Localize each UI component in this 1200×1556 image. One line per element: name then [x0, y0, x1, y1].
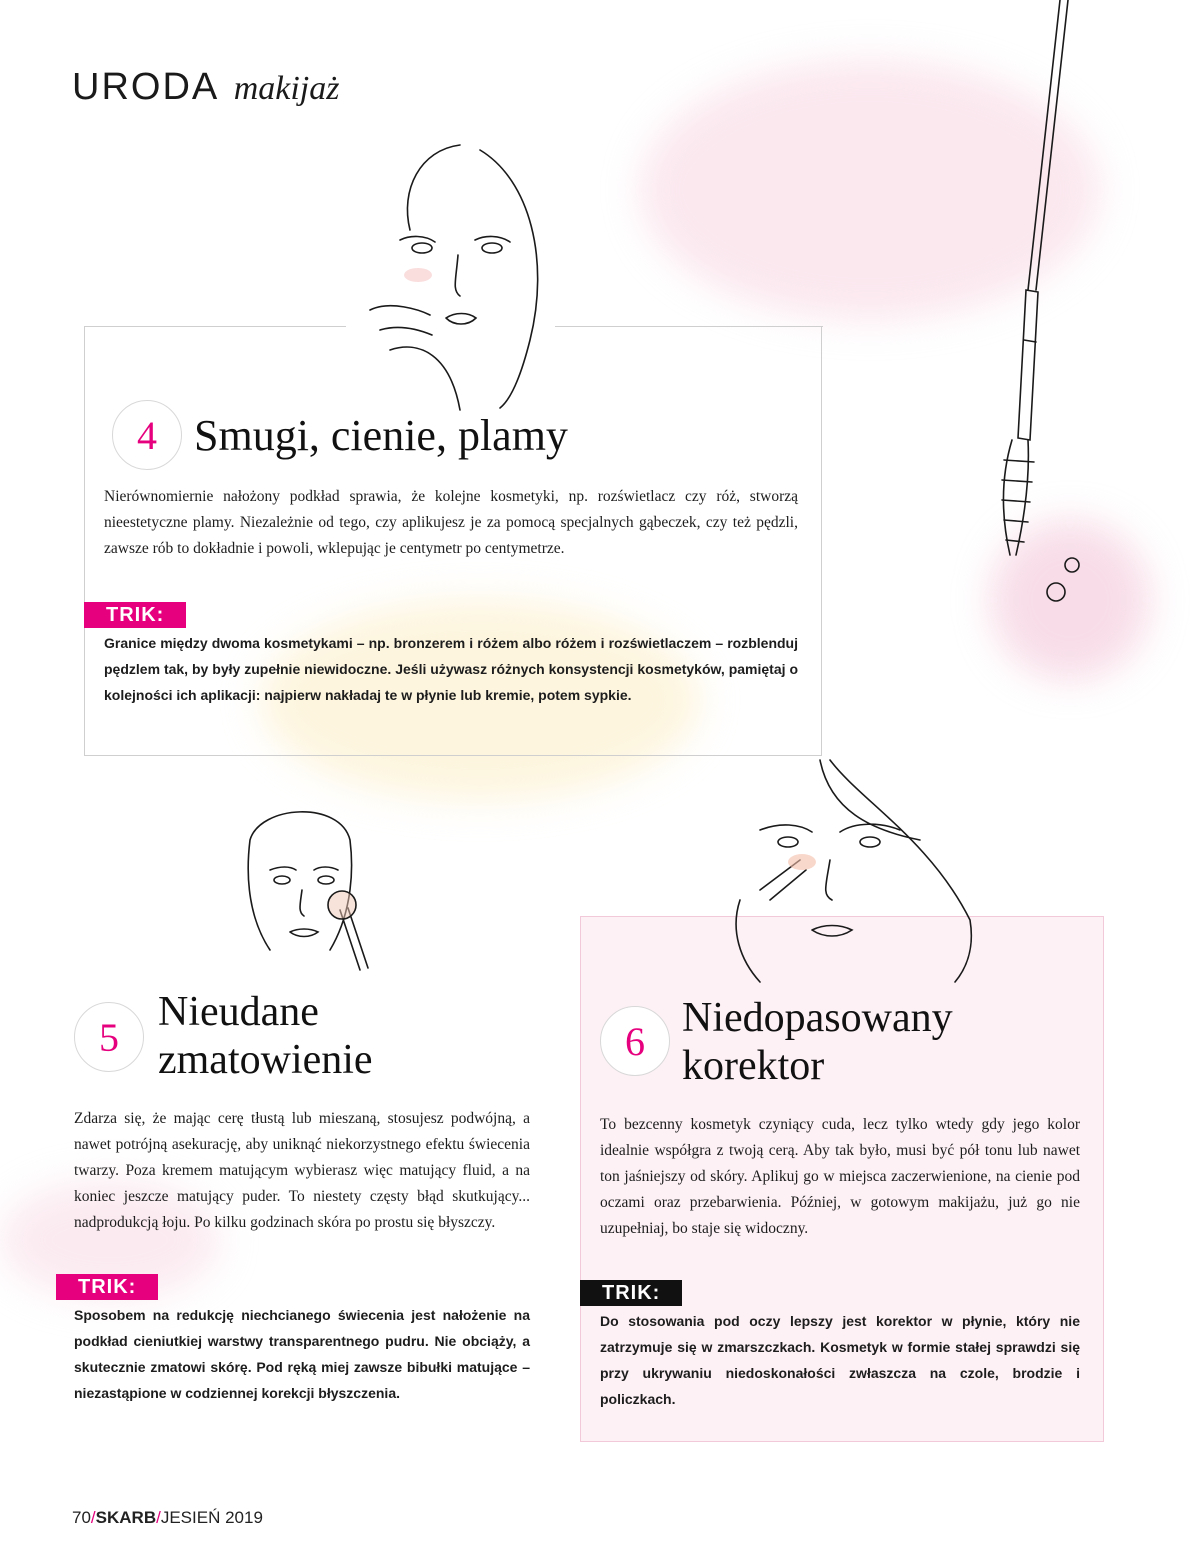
tip-title-6-line1: Niedopasowany: [682, 995, 953, 1041]
page-footer: 70/SKARB/JESIEŃ 2019: [72, 1508, 263, 1527]
tip-body-6: To bezcenny kosmetyk czyniący cuda, lecz tylko wtedy gdy jego kolor idealnie współgra z twoją cerą. Aby tak było, musi być pół tonu lub nawet ton jaśniejszy od skóry. Aplikuj go w miejsca zaczerwienione, na cienie pod oczami oraz przebarwienia. Później, w gotowym makijażu, już go nie uzupełniaj, bo staje się widoczny.: [600, 1116, 1080, 1237]
section-header: [72, 66, 339, 109]
tip-number-5: 5: [74, 1002, 144, 1072]
trik-body-4: Granice między dwoma kosmetykami – np. bronzerem i różem albo różem i rozświetlaczem – rozblenduj pędzlem tak, by były zupełnie niewidoczne. Jeśli używasz różnych konsystencji kosmetyków, pamiętaj o kolejności ich aplikacji: najpierw nakładaj te w płynie lub kremie, potem sypkie.: [104, 635, 798, 703]
face-with-powder-brush-illustration: [230, 800, 380, 980]
trik-label-4: TRIK:: [84, 602, 186, 628]
tip-title-6-line2: korektor: [682, 1043, 825, 1089]
issue-label: JESIEŃ 2019: [160, 1508, 263, 1527]
trik-label-5: TRIK:: [56, 1274, 158, 1300]
tip-body-4: Nierównomiernie nałożony podkład sprawia, że kolejne kosmetyki, np. rozświetlacz czy róż, stworzą nieestetyczne plamy. Niezależnie od tego, czy aplikujesz je za pomocą specjalnych gąbeczek, czy też pędzli, zawsze rób to dokładnie i powoli, wklepując je centymetr po centymetrze.: [104, 488, 798, 557]
face-touching-cheek-illustration: [360, 140, 560, 410]
magazine-name: SKARB: [95, 1508, 157, 1527]
tip-title-4: Smugi, cienie, plamy: [194, 411, 568, 460]
tip-number-4: 4: [112, 400, 182, 470]
section-subtitle: makijaż: [233, 70, 340, 107]
tip-title-5-line2: zmatowienie: [158, 1037, 373, 1083]
tip-number-6: 6: [600, 1006, 670, 1076]
trik-label-6: TRIK:: [580, 1280, 682, 1306]
page-number: 70: [72, 1508, 91, 1527]
trik-body-6: Do stosowania pod oczy lepszy jest korektor w płynie, który nie zatrzymuje się w zmarszczkach. Kosmetyk w formie stałej sprawdzi się przy ukrywaniu niedoskonałości zwłaszcza na czole, brodzie i policzkach.: [600, 1313, 1080, 1407]
tip-body-5: Zdarza się, że mając cerę tłustą lub mieszaną, stosujesz podwójną, a nawet potrójną asekurację, aby uniknąć niekorzystnego efektu świecenia twarzy. Poza kremem matującym wybierasz więc matujący fluid, a na koniec jeszcze matujący puder. To niestety częsty błąd skutkujący... nadprodukcją łoju. Po kilku godzinach skóra po prostu się błyszczy.: [74, 1110, 530, 1231]
face-applying-concealer-illustration: [720, 760, 980, 985]
section-title: URODA: [72, 66, 218, 108]
mascara-wand-icon: [990, 0, 1090, 610]
tip-title-5-line1: Nieudane: [158, 989, 319, 1035]
trik-body-5: Sposobem na redukcję niechcianego świecenia jest nałożenie na podkład cieniutkiej warstwy transparentnego pudru. Nie obciąży, a skutecznie zmatowi skórę. Pod ręką miej zawsze bibułki matujące – niezastąpione w codziennej korekcji błyszczenia.: [74, 1307, 530, 1401]
